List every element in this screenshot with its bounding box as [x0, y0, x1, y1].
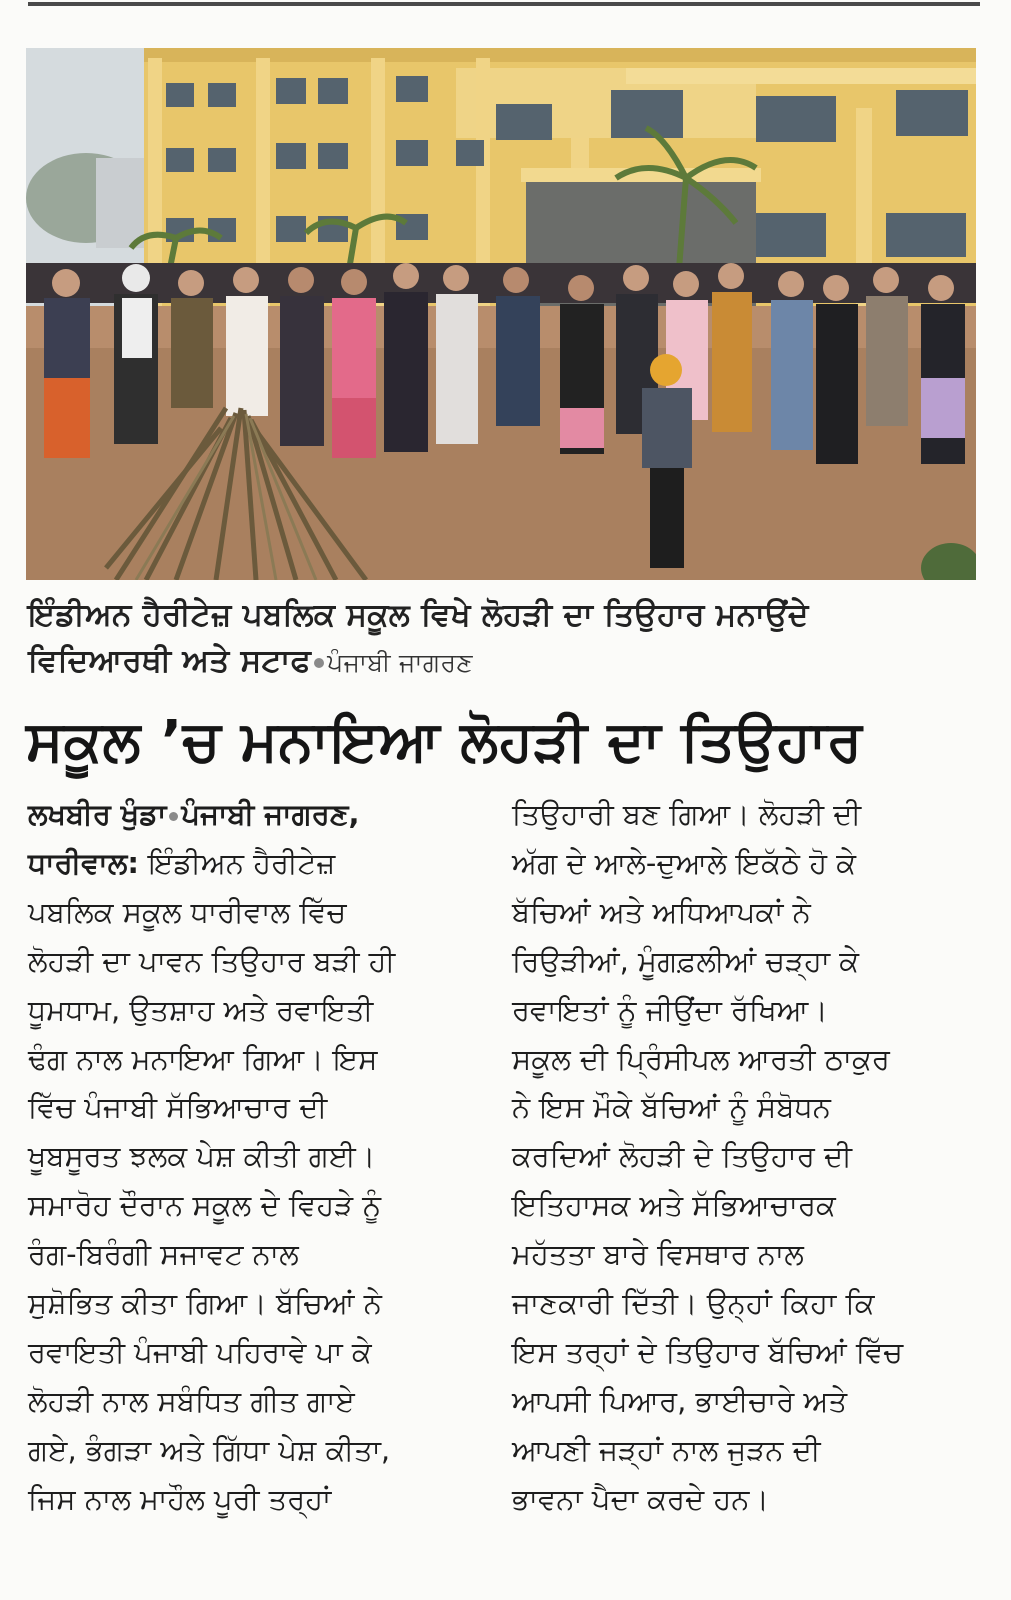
article-line: ਕਰਦਿਆਂ ਲੋਹੜੀ ਦੇ ਤਿਉਹਾਰ ਦੀ	[512, 1139, 852, 1174]
article-line: ਜਾਣਕਾਰੀ ਦਿੱਤੀ। ਉਨ੍ਹਾਂ ਕਿਹਾ ਕਿ	[512, 1286, 875, 1321]
bullet-dot-icon	[169, 812, 178, 821]
article-line: ਇੰਡੀਅਨ ਹੈਰੀਟੇਜ਼	[148, 845, 336, 880]
bullet-dot-icon	[314, 658, 324, 668]
article-line: ਪਬਲਿਕ ਸਕੂਲ ਧਾਰੀਵਾਲ ਵਿੱਚ	[28, 894, 347, 929]
article-line: ਗਏ, ਭੰਗੜਾ ਅਤੇ ਗਿੱਧਾ ਪੇਸ਼ ਕੀਤਾ,	[28, 1432, 391, 1467]
photo-caption	[28, 592, 978, 686]
byline-author: ਲਖਬੀਰ ਖੁੰਡਾ	[28, 797, 167, 831]
article-column-right	[512, 790, 982, 1524]
byline	[28, 790, 478, 839]
dateline: ਧਾਰੀਵਾਲ:	[28, 845, 139, 880]
article-headline: ਸਕੂਲ ’ਚ ਮਨਾਇਆ ਲੋਹੜੀ ਦਾ ਤਿਉਹਾਰ	[26, 709, 863, 774]
article-line: ਬੱਚਿਆਂ ਅਤੇ ਅਧਿਆਪਕਾਂ ਨੇ	[512, 894, 811, 929]
dateline-line	[28, 839, 478, 888]
article-line: ਤਿਉਹਾਰੀ ਬਣ ਗਿਆ। ਲੋਹੜੀ ਦੀ	[512, 797, 862, 831]
article-line: ਖੂਬਸੂਰਤ ਝਲਕ ਪੇਸ਼ ਕੀਤੀ ਗਈ।	[28, 1139, 376, 1174]
article-line: ਰਵਾਇਤੀ ਪੰਜਾਬੀ ਪਹਿਰਾਵੇ ਪਾ ਕੇ	[28, 1334, 372, 1369]
article-column-left	[28, 790, 478, 1524]
caption-line-1: ਇੰਡੀਅਨ ਹੈਰੀਟੇਜ਼ ਪਬਲਿਕ ਸਕੂਲ ਵਿਖੇ ਲੋਹੜੀ ਦਾ ਤਿਉਹਾਰ ਮਨਾਉਂਦੇ	[28, 597, 809, 633]
article-line: ਸਕੂਲ ਦੀ ਪ੍ਰਿੰਸੀਪਲ ਆਰਤੀ ਠਾਕੁਰ	[512, 1041, 890, 1076]
caption-line-2: ਵਿਦਿਆਰਥੀ ਅਤੇ ਸਟਾਫ	[28, 643, 312, 679]
article-line: ਰਵਾਇਤਾਂ ਨੂੰ ਜੀਉਂਦਾ ਰੱਖਿਆ।	[512, 992, 828, 1027]
article-line: ਇਤਿਹਾਸਕ ਅਤੇ ਸੱਭਿਆਚਾਰਕ	[512, 1188, 836, 1223]
article-line: ਅੱਗ ਦੇ ਆਲੇ-ਦੁਆਲੇ ਇਕੱਠੇ ਹੋ ਕੇ	[512, 845, 857, 880]
article-line: ਸੁਸ਼ੋਭਿਤ ਕੀਤਾ ਗਿਆ। ਬੱਚਿਆਂ ਨੇ	[28, 1286, 382, 1321]
article-line: ਭਾਵਨਾ ਪੈਦਾ ਕਰਦੇ ਹਨ।	[512, 1481, 769, 1516]
article-line: ਜਿਸ ਨਾਲ ਮਾਹੌਲ ਪੂਰੀ ਤਰ੍ਹਾਂ	[28, 1481, 332, 1516]
article-line: ਲੋਹੜੀ ਨਾਲ ਸਬੰਧਿਤ ਗੀਤ ਗਾਏ	[28, 1383, 355, 1418]
article-line: ਰਿਉੜੀਆਂ, ਮੂੰਗਫ਼ਲੀਆਂ ਚੜ੍ਹਾ ਕੇ	[512, 943, 860, 978]
article-line: ਇਸ ਤਰ੍ਹਾਂ ਦੇ ਤਿਉਹਾਰ ਬੱਚਿਆਂ ਵਿੱਚ	[512, 1334, 903, 1369]
top-rule	[28, 2, 980, 6]
article-line: ਆਪਣੀ ਜੜ੍ਹਾਂ ਨਾਲ ਜੁੜਨ ਦੀ	[512, 1432, 821, 1467]
article-line: ਢੰਗ ਨਾਲ ਮਨਾਇਆ ਗਿਆ। ਇਸ	[28, 1041, 378, 1076]
byline-paper: ਪੰਜਾਬੀ ਜਾਗਰਣ,	[181, 797, 360, 831]
article-line: ਆਪਸੀ ਪਿਆਰ, ਭਾਈਚਾਰੇ ਅਤੇ	[512, 1383, 848, 1418]
article-line: ਧੂਮਧਾਮ, ਉਤਸ਼ਾਹ ਅਤੇ ਰਵਾਇਤੀ	[28, 992, 374, 1027]
group-photo-illustration	[26, 48, 976, 580]
article-line: ਮਹੱਤਤਾ ਬਾਰੇ ਵਿਸਥਾਰ ਨਾਲ	[512, 1237, 804, 1272]
article-line: ਨੇ ਇਸ ਮੌਕੇ ਬੱਚਿਆਂ ਨੂੰ ਸੰਬੋਧਨ	[512, 1090, 831, 1125]
article-line: ਲੋਹੜੀ ਦਾ ਪਾਵਨ ਤਿਉਹਾਰ ਬੜੀ ਹੀ	[28, 943, 396, 978]
news-photo	[26, 48, 976, 580]
article-line: ਰੰਗ-ਬਿਰੰਗੀ ਸਜਾਵਟ ਨਾਲ	[28, 1237, 299, 1272]
caption-credit: ਪੰਜਾਬੀ ਜਾਗਰਣ	[327, 648, 473, 677]
article-line: ਸਮਾਰੋਹ ਦੌਰਾਨ ਸਕੂਲ ਦੇ ਵਿਹੜੇ ਨੂੰ	[28, 1188, 382, 1223]
article-line: ਵਿੱਚ ਪੰਜਾਬੀ ਸੱਭਿਆਚਾਰ ਦੀ	[28, 1090, 328, 1125]
